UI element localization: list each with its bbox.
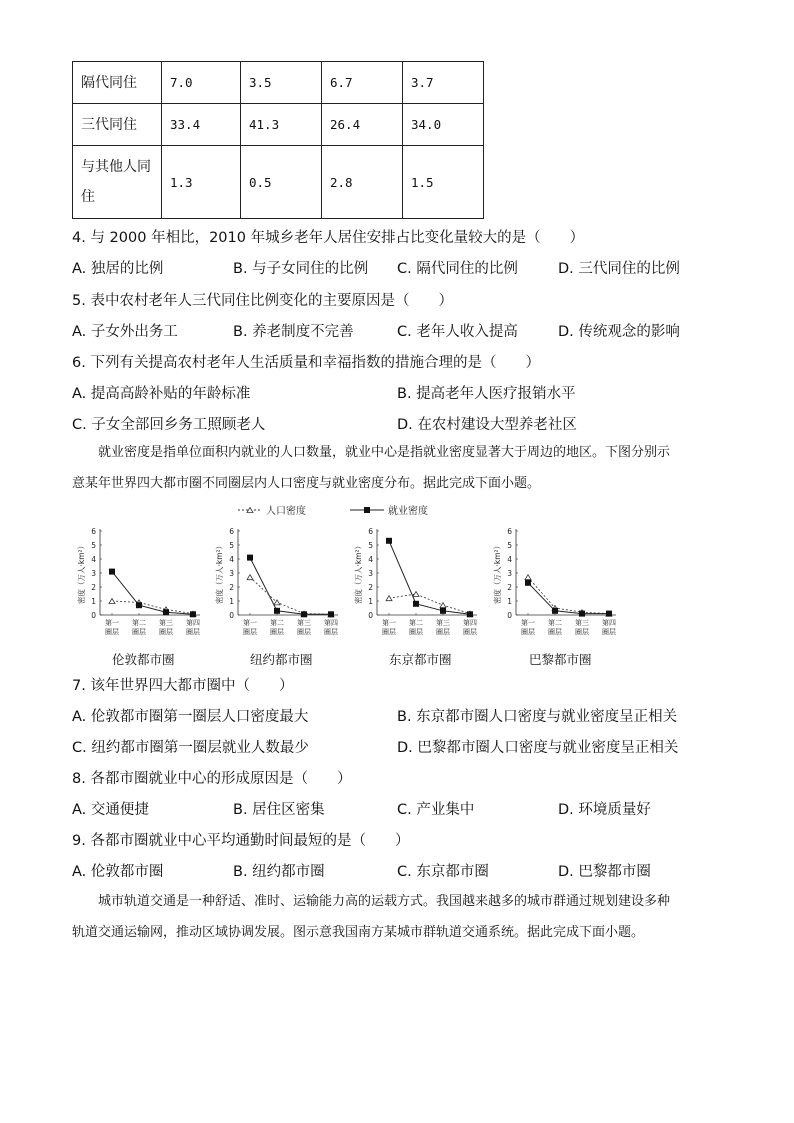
q8-option-b[interactable]: B. 居住区密集 [233, 802, 325, 818]
y-tick-label: 2 [507, 583, 512, 592]
table-cell: 33.4 [162, 104, 241, 146]
x-tick-label: 圈层 [575, 628, 589, 636]
q7-option-b[interactable]: B. 东京都市圈人口密度与就业密度呈正相关 [397, 709, 678, 725]
chart-caption-tokyo: 东京都市圈 [389, 652, 452, 667]
q7-option-d[interactable]: D. 巴黎都市圈人口密度与就业密度呈正相关 [397, 740, 679, 756]
question-9-stem: 9. 各都市圈就业中心平均通勤时间最短的是（ ） [72, 833, 410, 849]
y-axis-label: 密度（万人·km²） [493, 541, 502, 605]
x-tick-label: 圈层 [436, 628, 450, 636]
passage-employment-density [72, 437, 732, 499]
y-tick-label: 4 [91, 555, 96, 564]
x-tick-label: 第一 [521, 619, 535, 627]
living-arrangement-table [72, 61, 484, 219]
chart-caption-paris: 巴黎都市圈 [529, 652, 592, 667]
x-tick-label: 第四 [602, 619, 616, 627]
population-density-point [274, 600, 280, 605]
q6-option-d[interactable]: D. 在农村建设大型养老社区 [397, 417, 577, 433]
y-tick-label: 3 [368, 569, 373, 578]
x-tick-label: 第三 [297, 619, 311, 627]
table-cell: 1.3 [162, 146, 241, 219]
table-row [73, 146, 484, 219]
y-tick-label: 5 [229, 541, 234, 550]
q6-option-b[interactable]: B. 提高老年人医疗报销水平 [397, 386, 576, 402]
population-density-point [525, 575, 531, 580]
table-cell: 26.4 [322, 104, 403, 146]
q9-option-d[interactable]: D. 巴黎都市圈 [558, 864, 651, 880]
population-density-point [440, 603, 446, 608]
employment-density-point [579, 611, 585, 617]
table-cell: 0.5 [241, 146, 322, 219]
y-tick-label: 0 [229, 611, 234, 620]
x-tick-label: 第三 [575, 619, 589, 627]
population-density-point [247, 575, 253, 580]
x-tick-label: 第一 [243, 619, 257, 627]
q9-option-c[interactable]: C. 东京都市圈 [397, 864, 489, 880]
q4-option-a[interactable]: A. 独居的比例 [72, 261, 164, 277]
x-tick-label: 圈层 [186, 628, 200, 636]
employment-density-point [109, 569, 115, 575]
x-tick-label: 第二 [548, 619, 562, 627]
x-tick-label: 圈层 [159, 628, 173, 636]
y-tick-label: 4 [507, 555, 512, 564]
table-row [73, 104, 484, 146]
y-tick-label: 3 [507, 569, 512, 578]
row-label: 三代同住 [73, 104, 162, 146]
x-tick-label: 第三 [159, 619, 173, 627]
chart-caption-london: 伦敦都市圈 [112, 652, 175, 667]
y-axis-label: 密度（万人·km²） [354, 541, 363, 605]
population-density-line [389, 594, 470, 614]
q5-option-a[interactable]: A. 子女外出务工 [72, 324, 178, 340]
table-cell: 1.5 [403, 146, 484, 219]
x-tick-label: 圈层 [243, 628, 257, 636]
y-tick-label: 6 [91, 527, 96, 536]
y-tick-label: 5 [368, 541, 373, 550]
y-axis-label: 密度（万人·km²） [77, 541, 86, 605]
x-tick-label: 第四 [324, 619, 338, 627]
y-tick-label: 0 [368, 611, 373, 620]
y-tick-label: 6 [368, 527, 373, 536]
x-tick-label: 第三 [436, 619, 450, 627]
table-cell: 34.0 [403, 104, 484, 146]
x-tick-label: 圈层 [463, 628, 477, 636]
passage-line: 意某年世界四大都市圈不同圈层内人口密度与就业密度分布。据此完成下面小题。 [72, 476, 541, 491]
question-8-stem: 8. 各都市圈就业中心的形成原因是（ ） [72, 771, 352, 787]
x-tick-label: 第四 [463, 619, 477, 627]
employment-density-point [247, 555, 253, 561]
table-cell: 41.3 [241, 104, 322, 146]
q4-option-c[interactable]: C. 隔代同住的比例 [397, 261, 518, 277]
q7-option-a[interactable]: A. 伦敦都市圈第一圈层人口密度最大 [72, 709, 309, 725]
x-tick-label: 第一 [382, 619, 396, 627]
q5-option-b[interactable]: B. 养老制度不完善 [233, 324, 354, 340]
y-tick-label: 3 [229, 569, 234, 578]
metro-density-charts [0, 498, 794, 673]
y-tick-label: 0 [507, 611, 512, 620]
x-tick-label: 圈层 [521, 628, 535, 636]
y-tick-label: 4 [368, 555, 373, 564]
x-tick-label: 第二 [132, 619, 146, 627]
passage-line: 轨道交通运输网，推动区域协调发展。图示意我国南方某城市群轨道交通系统。据此完成下面小题。 [72, 925, 645, 940]
employment-density-point [606, 611, 612, 617]
x-tick-label: 圈层 [270, 628, 284, 636]
table-cell: 7.0 [162, 62, 241, 104]
population-density-line [112, 601, 193, 614]
row-label: 与其他人同住 [73, 146, 162, 219]
employment-density-point [328, 611, 334, 617]
q8-option-d[interactable]: D. 环境质量好 [558, 802, 651, 818]
x-tick-label: 圈层 [132, 628, 146, 636]
passage-line: 城市轨道交通是一种舒适、准时、运输能力高的运载方式。我国越来越多的城市群通过规划建设多种 [98, 894, 671, 909]
employment-density-point [552, 608, 558, 614]
x-tick-label: 第一 [105, 619, 119, 627]
q5-option-c[interactable]: C. 老年人收入提高 [397, 324, 518, 340]
y-tick-label: 1 [91, 597, 96, 606]
y-tick-label: 2 [229, 583, 234, 592]
y-tick-label: 4 [229, 555, 234, 564]
y-tick-label: 2 [91, 583, 96, 592]
y-axis-label: 密度（万人·km²） [215, 541, 224, 605]
employment-density-point [163, 609, 169, 615]
x-tick-label: 圈层 [382, 628, 396, 636]
passage-line: 就业密度是指单位面积内就业的人口数量，就业中心是指就业密度显著大于周边的地区。下图分别示 [98, 445, 671, 460]
population-density-line [250, 577, 331, 614]
employment-density-point [467, 611, 473, 617]
y-tick-label: 6 [229, 527, 234, 536]
q7-option-c[interactable]: C. 纽约都市圈第一圈层就业人数最少 [72, 740, 309, 756]
question-7-stem: 7. 该年世界四大都市圈中（ ） [72, 678, 294, 694]
passage-rail-transit [72, 886, 732, 948]
population-density-point [386, 596, 392, 601]
q4-option-b[interactable]: B. 与子女同住的比例 [233, 261, 369, 277]
x-tick-label: 圈层 [105, 628, 119, 636]
y-tick-label: 1 [507, 597, 512, 606]
x-tick-label: 圈层 [548, 628, 562, 636]
employment-density-point [386, 538, 392, 544]
employment-density-point [190, 611, 196, 617]
employment-density-point [525, 580, 531, 586]
table-row [73, 62, 484, 104]
employment-density-point [413, 601, 419, 607]
q9-option-b[interactable]: B. 纽约都市圈 [233, 864, 325, 880]
table-cell: 3.5 [241, 62, 322, 104]
q4-option-d[interactable]: D. 三代同住的比例 [558, 261, 680, 277]
x-tick-label: 第二 [409, 619, 423, 627]
y-tick-label: 5 [91, 541, 96, 550]
x-tick-label: 第四 [186, 619, 200, 627]
legend-employment-marker [364, 507, 370, 513]
x-tick-label: 圈层 [297, 628, 311, 636]
employment-density-point [136, 602, 142, 608]
employment-density-point [440, 608, 446, 614]
x-tick-label: 第二 [270, 619, 284, 627]
legend-population-label: 人口密度 [266, 506, 306, 517]
y-tick-label: 3 [91, 569, 96, 578]
q8-option-c[interactable]: C. 产业集中 [397, 802, 475, 818]
chart-caption-newyork: 纽约都市圈 [250, 652, 313, 667]
y-tick-label: 5 [507, 541, 512, 550]
x-tick-label: 圈层 [602, 628, 616, 636]
q6-option-a[interactable]: A. 提高高龄补贴的年龄标准 [72, 386, 251, 402]
population-density-point [109, 599, 115, 604]
question-6-stem: 6. 下列有关提高农村老年人生活质量和幸福指数的措施合理的是（ ） [72, 355, 540, 371]
q9-option-a[interactable]: A. 伦敦都市圈 [72, 864, 164, 880]
table-cell: 3.7 [403, 62, 484, 104]
y-tick-label: 2 [368, 583, 373, 592]
employment-density-point [274, 608, 280, 614]
y-tick-label: 1 [368, 597, 373, 606]
legend-employment-label: 就业密度 [388, 506, 428, 517]
question-4-stem: 4. 与 2000 年相比，2010 年城乡老年人居住安排占比变化量较大的是（ ） [72, 230, 585, 246]
x-tick-label: 圈层 [409, 628, 423, 636]
table-cell: 2.8 [322, 146, 403, 219]
q6-option-c[interactable]: C. 子女全部回乡务工照顾老人 [72, 417, 266, 433]
employment-density-line [250, 558, 331, 615]
table-cell: 6.7 [322, 62, 403, 104]
y-tick-label: 0 [91, 611, 96, 620]
q5-option-d[interactable]: D. 传统观念的影响 [558, 324, 680, 340]
employment-density-line [528, 583, 609, 614]
row-label: 隔代同住 [73, 62, 162, 104]
y-tick-label: 1 [229, 597, 234, 606]
question-5-stem: 5. 表中农村老年人三代同住比例变化的主要原因是（ ） [72, 293, 453, 309]
x-tick-label: 圈层 [324, 628, 338, 636]
employment-density-point [301, 611, 307, 617]
y-tick-label: 6 [507, 527, 512, 536]
q8-option-a[interactable]: A. 交通便捷 [72, 802, 149, 818]
employment-density-line [389, 541, 470, 615]
employment-density-line [112, 572, 193, 615]
